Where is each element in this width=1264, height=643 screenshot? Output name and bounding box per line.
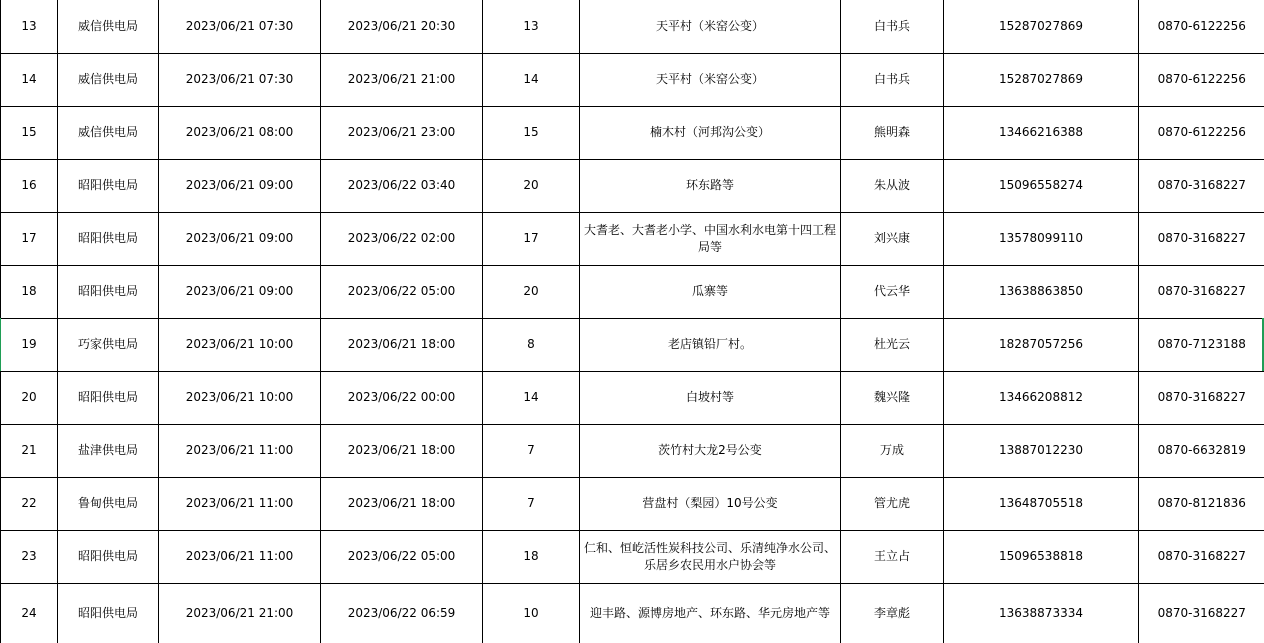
duration-cell[interactable]: 18 xyxy=(483,530,580,583)
table-row xyxy=(1,106,1264,159)
start-time-cell[interactable]: 2023/06/21 11:00 xyxy=(159,530,321,583)
start-time-cell[interactable]: 2023/06/21 11:00 xyxy=(159,477,321,530)
bureau-cell[interactable]: 昭阳供电局 xyxy=(58,530,159,583)
table-row xyxy=(1,583,1264,643)
office-phone-cell[interactable]: 0870-3168227 xyxy=(1139,371,1264,424)
duration-cell[interactable]: 13 xyxy=(483,0,580,53)
mobile-phone-cell[interactable]: 15096558274 xyxy=(944,159,1139,212)
bureau-cell[interactable]: 昭阳供电局 xyxy=(58,371,159,424)
table-row xyxy=(1,371,1264,424)
end-time-cell[interactable]: 2023/06/21 18:00 xyxy=(321,424,483,477)
contact-name-cell[interactable]: 魏兴隆 xyxy=(841,371,944,424)
start-time-cell[interactable]: 2023/06/21 09:00 xyxy=(159,265,321,318)
start-time-cell[interactable]: 2023/06/21 08:00 xyxy=(159,106,321,159)
affected-area-cell[interactable]: 茨竹村大龙2号公变 xyxy=(580,424,841,477)
end-time-cell[interactable]: 2023/06/22 00:00 xyxy=(321,371,483,424)
mobile-phone-cell[interactable]: 13887012230 xyxy=(944,424,1139,477)
contact-name-cell[interactable]: 杜光云 xyxy=(841,318,944,371)
affected-area-cell[interactable]: 楠木村（河邦沟公变） xyxy=(580,106,841,159)
end-time-cell[interactable]: 2023/06/21 23:00 xyxy=(321,106,483,159)
row-number-cell[interactable]: 24 xyxy=(1,583,58,643)
bureau-cell[interactable]: 昭阳供电局 xyxy=(58,265,159,318)
office-phone-cell[interactable]: 0870-3168227 xyxy=(1139,583,1264,643)
duration-cell[interactable]: 17 xyxy=(483,212,580,265)
office-phone-cell[interactable]: 0870-6122256 xyxy=(1139,0,1264,53)
table-row xyxy=(1,424,1264,477)
contact-name-cell[interactable]: 刘兴康 xyxy=(841,212,944,265)
start-time-cell[interactable]: 2023/06/21 09:00 xyxy=(159,212,321,265)
duration-cell[interactable]: 20 xyxy=(483,159,580,212)
table-row xyxy=(1,530,1264,583)
duration-cell[interactable]: 14 xyxy=(483,53,580,106)
table-row xyxy=(1,212,1264,265)
row-number-cell[interactable]: 14 xyxy=(1,53,58,106)
row-number-cell[interactable]: 20 xyxy=(1,371,58,424)
affected-area-cell[interactable]: 老店镇铅厂村。 xyxy=(580,318,841,371)
mobile-phone-cell[interactable]: 13638873334 xyxy=(944,583,1139,643)
row-number-cell[interactable]: 21 xyxy=(1,424,58,477)
affected-area-cell[interactable]: 天平村（米窑公变） xyxy=(580,0,841,53)
contact-name-cell[interactable]: 代云华 xyxy=(841,265,944,318)
bureau-cell[interactable]: 威信供电局 xyxy=(58,53,159,106)
affected-area-cell[interactable]: 瓜寨等 xyxy=(580,265,841,318)
row-number-cell[interactable]: 22 xyxy=(1,477,58,530)
contact-name-cell[interactable]: 万成 xyxy=(841,424,944,477)
affected-area-cell[interactable]: 天平村（米窑公变） xyxy=(580,53,841,106)
row-number-cell[interactable]: 18 xyxy=(1,265,58,318)
contact-name-cell[interactable]: 朱从波 xyxy=(841,159,944,212)
table-row xyxy=(1,53,1264,106)
office-phone-cell[interactable]: 0870-6122256 xyxy=(1139,53,1264,106)
duration-cell[interactable]: 20 xyxy=(483,265,580,318)
bureau-cell[interactable]: 威信供电局 xyxy=(58,106,159,159)
table-row xyxy=(1,0,1264,53)
start-time-cell[interactable]: 2023/06/21 10:00 xyxy=(159,371,321,424)
mobile-phone-cell[interactable]: 15287027869 xyxy=(944,53,1139,106)
affected-area-cell[interactable]: 白坡村等 xyxy=(580,371,841,424)
end-time-cell[interactable]: 2023/06/21 20:30 xyxy=(321,0,483,53)
table-row xyxy=(1,318,1264,371)
bureau-cell[interactable]: 昭阳供电局 xyxy=(58,583,159,643)
affected-area-cell[interactable]: 迎丰路、源博房地产、环东路、华元房地产等 xyxy=(580,583,841,643)
end-time-cell[interactable]: 2023/06/22 02:00 xyxy=(321,212,483,265)
duration-cell[interactable]: 14 xyxy=(483,371,580,424)
bureau-cell[interactable]: 巧家供电局 xyxy=(58,318,159,371)
contact-name-cell[interactable]: 白书兵 xyxy=(841,53,944,106)
office-phone-cell[interactable]: 0870-3168227 xyxy=(1139,265,1264,318)
mobile-phone-cell[interactable]: 13638863850 xyxy=(944,265,1139,318)
contact-name-cell[interactable]: 李章彪 xyxy=(841,583,944,643)
row-number-cell[interactable]: 17 xyxy=(1,212,58,265)
affected-area-cell[interactable]: 营盘村（梨园）10号公变 xyxy=(580,477,841,530)
office-phone-cell[interactable]: 0870-3168227 xyxy=(1139,530,1264,583)
start-time-cell[interactable]: 2023/06/21 21:00 xyxy=(159,583,321,643)
office-phone-cell[interactable]: 0870-6632819 xyxy=(1139,424,1264,477)
bureau-cell[interactable]: 昭阳供电局 xyxy=(58,212,159,265)
table-row xyxy=(1,477,1264,530)
office-phone-cell[interactable]: 0870-3168227 xyxy=(1139,212,1264,265)
row-number-cell[interactable]: 19 xyxy=(1,318,58,371)
end-time-cell[interactable]: 2023/06/22 05:00 xyxy=(321,265,483,318)
row-number-cell[interactable]: 15 xyxy=(1,106,58,159)
mobile-phone-cell[interactable]: 13578099110 xyxy=(944,212,1139,265)
end-time-cell[interactable]: 2023/06/21 18:00 xyxy=(321,477,483,530)
duration-cell[interactable]: 15 xyxy=(483,106,580,159)
bureau-cell[interactable]: 昭阳供电局 xyxy=(58,159,159,212)
start-time-cell[interactable]: 2023/06/21 11:00 xyxy=(159,424,321,477)
office-phone-cell[interactable]: 0870-3168227 xyxy=(1139,159,1264,212)
duration-cell[interactable]: 7 xyxy=(483,424,580,477)
bureau-cell[interactable]: 盐津供电局 xyxy=(58,424,159,477)
row-number-cell[interactable]: 16 xyxy=(1,159,58,212)
contact-name-cell[interactable]: 熊明森 xyxy=(841,106,944,159)
mobile-phone-cell[interactable]: 13466208812 xyxy=(944,371,1139,424)
mobile-phone-cell[interactable]: 13466216388 xyxy=(944,106,1139,159)
row-number-cell[interactable]: 23 xyxy=(1,530,58,583)
bureau-cell[interactable]: 鲁甸供电局 xyxy=(58,477,159,530)
row-number-cell[interactable]: 13 xyxy=(1,0,58,53)
end-time-cell[interactable]: 2023/06/21 21:00 xyxy=(321,53,483,106)
bureau-cell[interactable]: 威信供电局 xyxy=(58,0,159,53)
office-phone-cell[interactable]: 0870-7123188 xyxy=(1139,318,1264,371)
duration-cell[interactable]: 7 xyxy=(483,477,580,530)
end-time-cell[interactable]: 2023/06/22 03:40 xyxy=(321,159,483,212)
selected-row-left-border xyxy=(0,318,1,371)
office-phone-cell[interactable]: 0870-6122256 xyxy=(1139,106,1264,159)
mobile-phone-cell[interactable]: 15096538818 xyxy=(944,530,1139,583)
table-row xyxy=(1,159,1264,212)
office-phone-cell[interactable]: 0870-8121836 xyxy=(1139,477,1264,530)
affected-area-cell[interactable]: 大耆老、大耆老小学、中国水利水电第十四工程局等 xyxy=(580,212,841,265)
affected-area-cell[interactable]: 仁和、恒屹活性炭科技公司、乐清纯净水公司、乐居乡农民用水户协会等 xyxy=(580,530,841,583)
mobile-phone-cell[interactable]: 13648705518 xyxy=(944,477,1139,530)
mobile-phone-cell[interactable]: 18287057256 xyxy=(944,318,1139,371)
affected-area-cell[interactable]: 环东路等 xyxy=(580,159,841,212)
contact-name-cell[interactable]: 管尤虎 xyxy=(841,477,944,530)
start-time-cell[interactable]: 2023/06/21 10:00 xyxy=(159,318,321,371)
duration-cell[interactable]: 10 xyxy=(483,583,580,643)
start-time-cell[interactable]: 2023/06/21 09:00 xyxy=(159,159,321,212)
mobile-phone-cell[interactable]: 15287027869 xyxy=(944,0,1139,53)
start-time-cell[interactable]: 2023/06/21 07:30 xyxy=(159,53,321,106)
duration-cell[interactable]: 8 xyxy=(483,318,580,371)
table-row xyxy=(1,265,1264,318)
contact-name-cell[interactable]: 白书兵 xyxy=(841,0,944,53)
end-time-cell[interactable]: 2023/06/21 18:00 xyxy=(321,318,483,371)
start-time-cell[interactable]: 2023/06/21 07:30 xyxy=(159,0,321,53)
contact-name-cell[interactable]: 王立占 xyxy=(841,530,944,583)
end-time-cell[interactable]: 2023/06/22 05:00 xyxy=(321,530,483,583)
end-time-cell[interactable]: 2023/06/22 06:59 xyxy=(321,583,483,643)
